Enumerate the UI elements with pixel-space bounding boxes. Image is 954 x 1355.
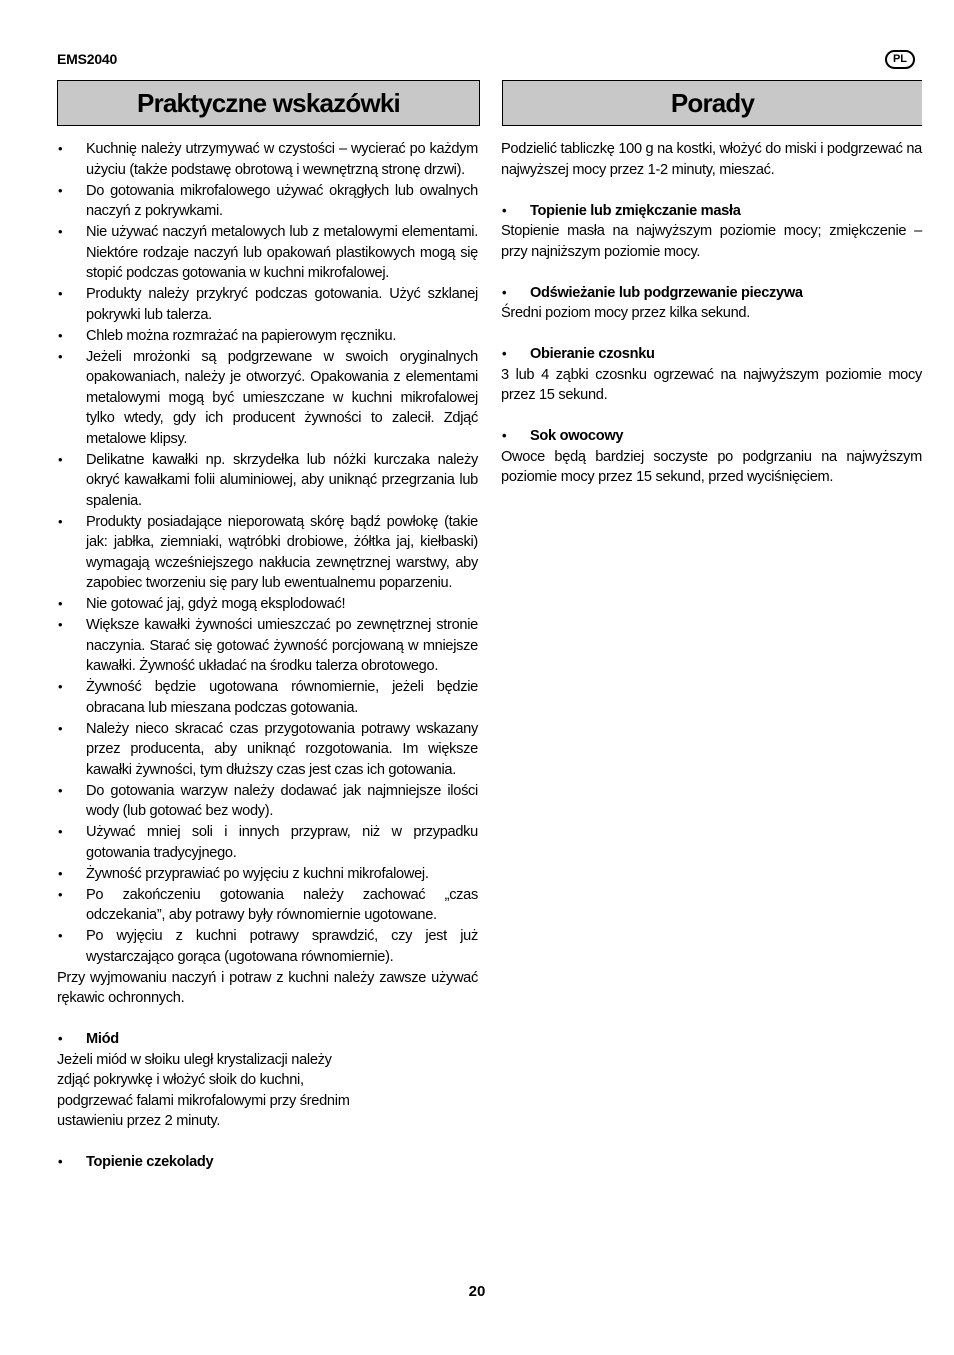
garlic-heading: • Obieranie czosnku — [501, 344, 922, 365]
list-item: • Kuchnię należy utrzymywać w czystości – wycierać po każdym użyciu (także podstawę obrotową i wewnętrzną stronę drzwi). — [57, 139, 478, 180]
bread-heading: • Odświeżanie lub podgrzewanie pieczywa — [501, 283, 922, 304]
butter-heading: • Topienie lub zmiękczanie masła — [501, 201, 922, 222]
chocolate-text: Podzielić tabliczkę 100 g na kostki, włożyć do miski i podgrzewać na najwyższej mocy przez 1-2 minuty, mieszać. — [501, 141, 922, 178]
list-item: • Produkty posiadające nieporowatą skórę bądź powłokę (takie jak: jabłka, ziemniaki, wątróbki drobiowe, żółtka jaj, kiełbaski) wymagają wcześniejszego nakłucia zewnętrznej warstwy, aby zapobiec tworzeniu się pary lub ewentualnemu poparzeniu. — [57, 512, 478, 594]
safety-note: Przy wyjmowaniu naczyń i potraw z kuchni należy zawsze używać rękawic ochronnych. — [57, 969, 478, 1006]
left-column — [57, 139, 478, 1173]
list-item: • Używać mniej soli i innych przypraw, niż w przypadku gotowania tradycyjnego. — [57, 822, 478, 863]
list-item: • Należy nieco skracać czas przygotowania potrawy wskazany przez producenta, aby uniknąć rozgotowania. Im większe kawałki żywności, tym dłuższy czas jest czas ich gotowania. — [57, 719, 478, 781]
right-column — [501, 139, 922, 488]
list-item: • Do gotowania mikrofalowego używać okrągłych lub owalnych naczyń z pokrywkami. — [57, 181, 478, 222]
honey-heading: • Miód — [57, 1029, 478, 1050]
page-number: 20 — [468, 1283, 486, 1300]
section-title-tips: Praktyczne wskazówki — [57, 80, 480, 126]
chocolate-heading: • Topienie czekolady — [57, 1152, 478, 1173]
list-item: • Do gotowania warzyw należy dodawać jak najmniejsze ilości wody (lub gotować bez wody). — [57, 781, 478, 822]
honey-line: zdjąć pokrywkę i włożyć słoik do kuchni, — [57, 1072, 304, 1088]
language-badge: PL — [885, 50, 915, 69]
juice-text: Owoce będą bardziej soczyste po podgrzaniu na najwyższym poziomie mocy przez 15 sekund, przed wyciśnięciem. — [501, 448, 922, 485]
list-item: • Produkty należy przykryć podczas gotowania. Użyć szklanej pokrywki lub talerza. — [57, 284, 478, 325]
honey-text — [57, 1050, 478, 1132]
list-item: • Po zakończeniu gotowania należy zachować „czas odczekania”, aby potrawy były równomiernie ugotowane. — [57, 885, 478, 926]
juice-heading: • Sok owocowy — [501, 426, 922, 447]
tips-list — [57, 139, 478, 967]
list-item: • Jeżeli mrożonki są podgrzewane w swoich oryginalnych opakowaniach, należy je otworzyć. Opakowania z elementami metalowymi mogą być umieszczane w kuchni mikrofalowej tylko wtedy, gdy ich producent żywności to zalecił. Zdjąć metalowe klipsy. — [57, 347, 478, 450]
model-number: EMS2040 — [57, 51, 118, 67]
list-item: • Delikatne kawałki np. skrzydełka lub nóżki kurczaka należy okryć kawałkami folii aluminiowej, aby uniknąć przegrzania lub spalenia. — [57, 450, 478, 512]
garlic-text: 3 lub 4 ząbki czosnku ogrzewać na najwyższym poziomie mocy przez 15 sekund. — [501, 366, 922, 403]
list-item: • Większe kawałki żywności umieszczać po zewnętrznej stronie naczynia. Starać się gotować żywność porcjowaną w mniejsze kawałki. Żywność układać na środku talerza obrotowego. — [57, 615, 478, 677]
list-item: • Żywność będzie ugotowana równomiernie, jeżeli będzie obracana lub mieszana podczas gotowania. — [57, 677, 478, 718]
list-item: • Nie używać naczyń metalowych lub z metalowymi elementami. Niektóre rodzaje naczyń lub opakowań plastikowych mogą się stopić podczas gotowania w kuchni mikrofalowej. — [57, 222, 478, 284]
honey-line: ustawieniu przez 2 minuty. — [57, 1113, 221, 1129]
honey-line: Jeżeli miód w słoiku uległ krystalizacji należy — [57, 1051, 332, 1068]
list-item: • Chleb można rozmrażać na papierowym ręczniku. — [57, 326, 478, 347]
list-item: • Po wyjęciu z kuchni potrawy sprawdzić, czy jest już wystarczająco gorąca (ugotowana równomiernie). — [57, 926, 478, 967]
section-title-advice: Porady — [502, 80, 922, 126]
honey-line: podgrzewać falami mikrofalowymi przy średnim — [57, 1092, 350, 1109]
list-item: • Nie gotować jaj, gdyż mogą eksplodować! — [57, 594, 478, 615]
butter-text: Stopienie masła na najwyższym poziomie mocy; zmiękczenie – przy najniższym poziomie mocy. — [501, 223, 922, 260]
bread-text: Średni poziom mocy przez kilka sekund. — [501, 305, 750, 321]
list-item: • Żywność przyprawiać po wyjęciu z kuchni mikrofalowej. — [57, 864, 478, 885]
